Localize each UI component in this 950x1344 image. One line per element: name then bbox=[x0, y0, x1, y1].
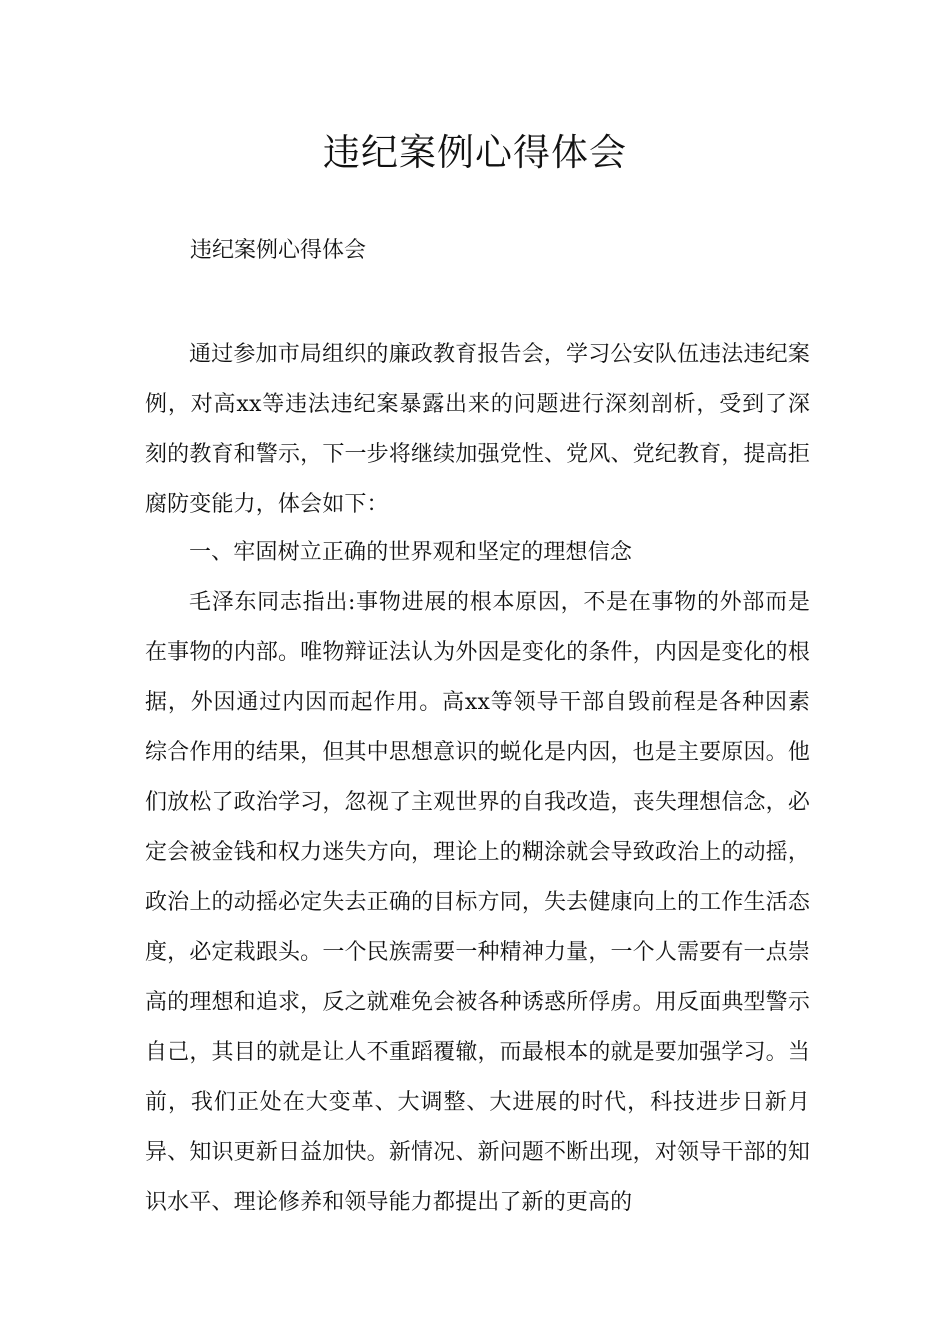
section-heading-1: 一、牢固树立正确的世界观和坚定的理想信念 bbox=[189, 540, 633, 565]
page-title: 违纪案例心得体会 bbox=[323, 131, 627, 174]
document-subtitle: 违纪案例心得体会 bbox=[190, 238, 367, 263]
paragraph-intro: 通过参加市局组织的廉政教育报告会，学习公安队伍违法违纪案例，对高xx等违法违纪案暴露出来的问题进行深刻剖析，受到了深刻的教育和警示，下一步将继续加强党性、党风、党纪教育，提高拒腐防变能力，体会如下： bbox=[145, 342, 810, 517]
paragraph-section-1: 毛泽东同志指出:事物进展的根本原因，不是在事物的外部而是在事物的内部。唯物辩证法认为外因是变化的条件，内因是变化的根据，外因通过内因而起作用。高xx等领导干部自毁前程是各种因素综合作用的结果，但其中思想意识的蜕化是内因，也是主要原因。他们放松了政治学习，忽视了主观世界的自我改造，丧失理想信念，必定会被金钱和权力迷失方向，理论上的糊涂就会导致政治上的动摇，政治上的动摇必定失去正确的目标方同，失去健康向上的工作生活态度，必定栽跟头。一个民族需要一种精神力量，一个人需要有一点崇高的理想和追求，反之就难免会被各种诱惑所俘虏。用反面典型警示自己，其目的就是让人不重蹈覆辙，而最根本的就是要加强学习。当前，我们正处在大变革、大调整、大进展的时代，科技进步日新月异、知识更新日益加快。新情况、新问题不断出现，对领导干部的知识水平、理论修养和领导能力都提出了新的更高的 bbox=[145, 590, 810, 1215]
